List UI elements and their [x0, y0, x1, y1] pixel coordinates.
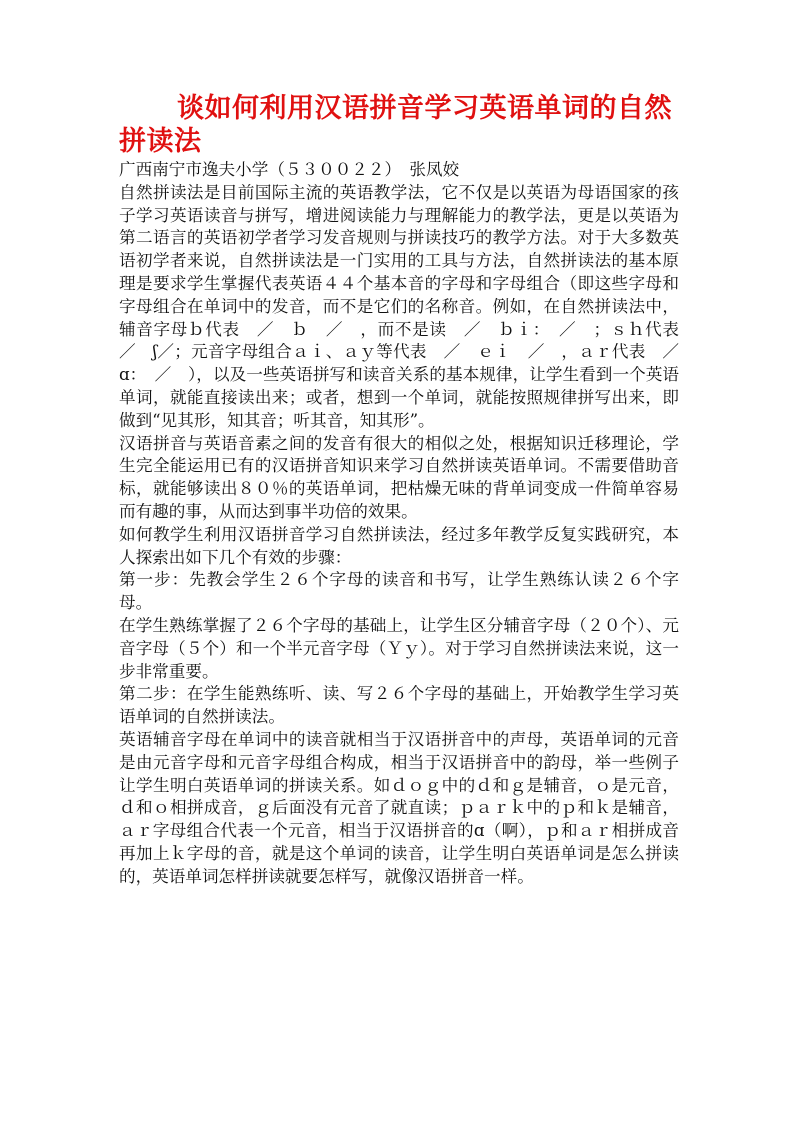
author-line: 广西南宁市逸夫小学（５３００２２） 张凤姣	[119, 160, 460, 179]
paragraph: 英语辅音字母在单词中的读音就相当于汉语拼音中的声母，英语单词的元音是由元音字母和元音字母组合构成，相当于汉语拼音中的韵母，举一些例子让学生明白英语单词的拼读关系。如ｄｏｇ中的ｄ和ｇ是辅音，ｏ是元音，ｄ和ｏ相拼成音，ｇ后面没有元音了就直读；ｐａｒｋ中的ｐ和ｋ是辅音，ａｒ字母组合代表一个元音，相当于汉语拼音的ɑ（啊），ｐ和ａｒ相拼成音再加上ｋ字母的音，就是这个单词的读音，让学生明白英语单词是怎么拼读的，英语单词怎样拼读就要怎样写，就像汉语拼音一样。	[119, 729, 679, 886]
paragraph: 自然拼读法是目前国际主流的英语教学法，它不仅是以英语为母语国家的孩子学习英语读音与拼写，增进阅读能力与理解能力的教学法，更是以英语为第二语言的英语初学者学习发音规则与拼读技巧的教学方法。对于大多数英语初学者来说，自然拼读法是一门实用的工具与方法，自然拼读法的基本原理是要求学生掌握代表英语４４个基本音的字母和字母组合（即这些字母和字母组合在单词中的发音，而不是它们的名称音。例如，在自然拼读法中，辅音字母ｂ代表 ／ ｂ ／ ，而不是读 ／ ｂｉ： ／ ；ｓｈ代表 ／ ʃ／；元音字母组合ａｉ、ａｙ等代表 ／ ｅｉ ／ ，ａｒ代表 ／ ɑ： ／ ），以及一些英语拼写和读音关系的基本规律，让学生看到一个英语单词，就能直接读出来；或者，想到一个单词，就能按照规律拼写出来，即做到“见其形，知其音；听其音，知其形”。	[119, 182, 696, 430]
document-page	[119, 92, 696, 889]
paragraph: 第二步：在学生能熟练听、读、写２６个字母的基础上，开始教学生学习英语单词的自然拼读法。	[119, 684, 679, 727]
paragraph: 第一步：先教会学生２６个字母的读音和书写，让学生熟练认读２６个字母。	[119, 570, 679, 613]
document-title: 谈如何利用汉语拼音学习英语单词的自然拼读法	[119, 93, 672, 157]
paragraph: 在学生熟练掌握了２６个字母的基础上，让学生区分辅音字母（２０个）、元音字母（５个）和一个半元音字母（Ｙｙ）。对于学习自然拼读法来说，这一步非常重要。	[119, 615, 679, 681]
paragraph: 如何教学生利用汉语拼音学习自然拼读法，经过多年教学反复实践研究，本人探索出如下几个有效的步骤：	[119, 524, 679, 567]
paragraph: 汉语拼音与英语音素之间的发音有很大的相似之处，根据知识迁移理论，学生完全能运用已有的汉语拼音知识来学习自然拼读英语单词。不需要借助音标，就能够读出８０％的英语单词，把枯燥无味的背单词变成一件简单容易而有趣的事，从而达到事半功倍的效果。	[119, 433, 679, 521]
